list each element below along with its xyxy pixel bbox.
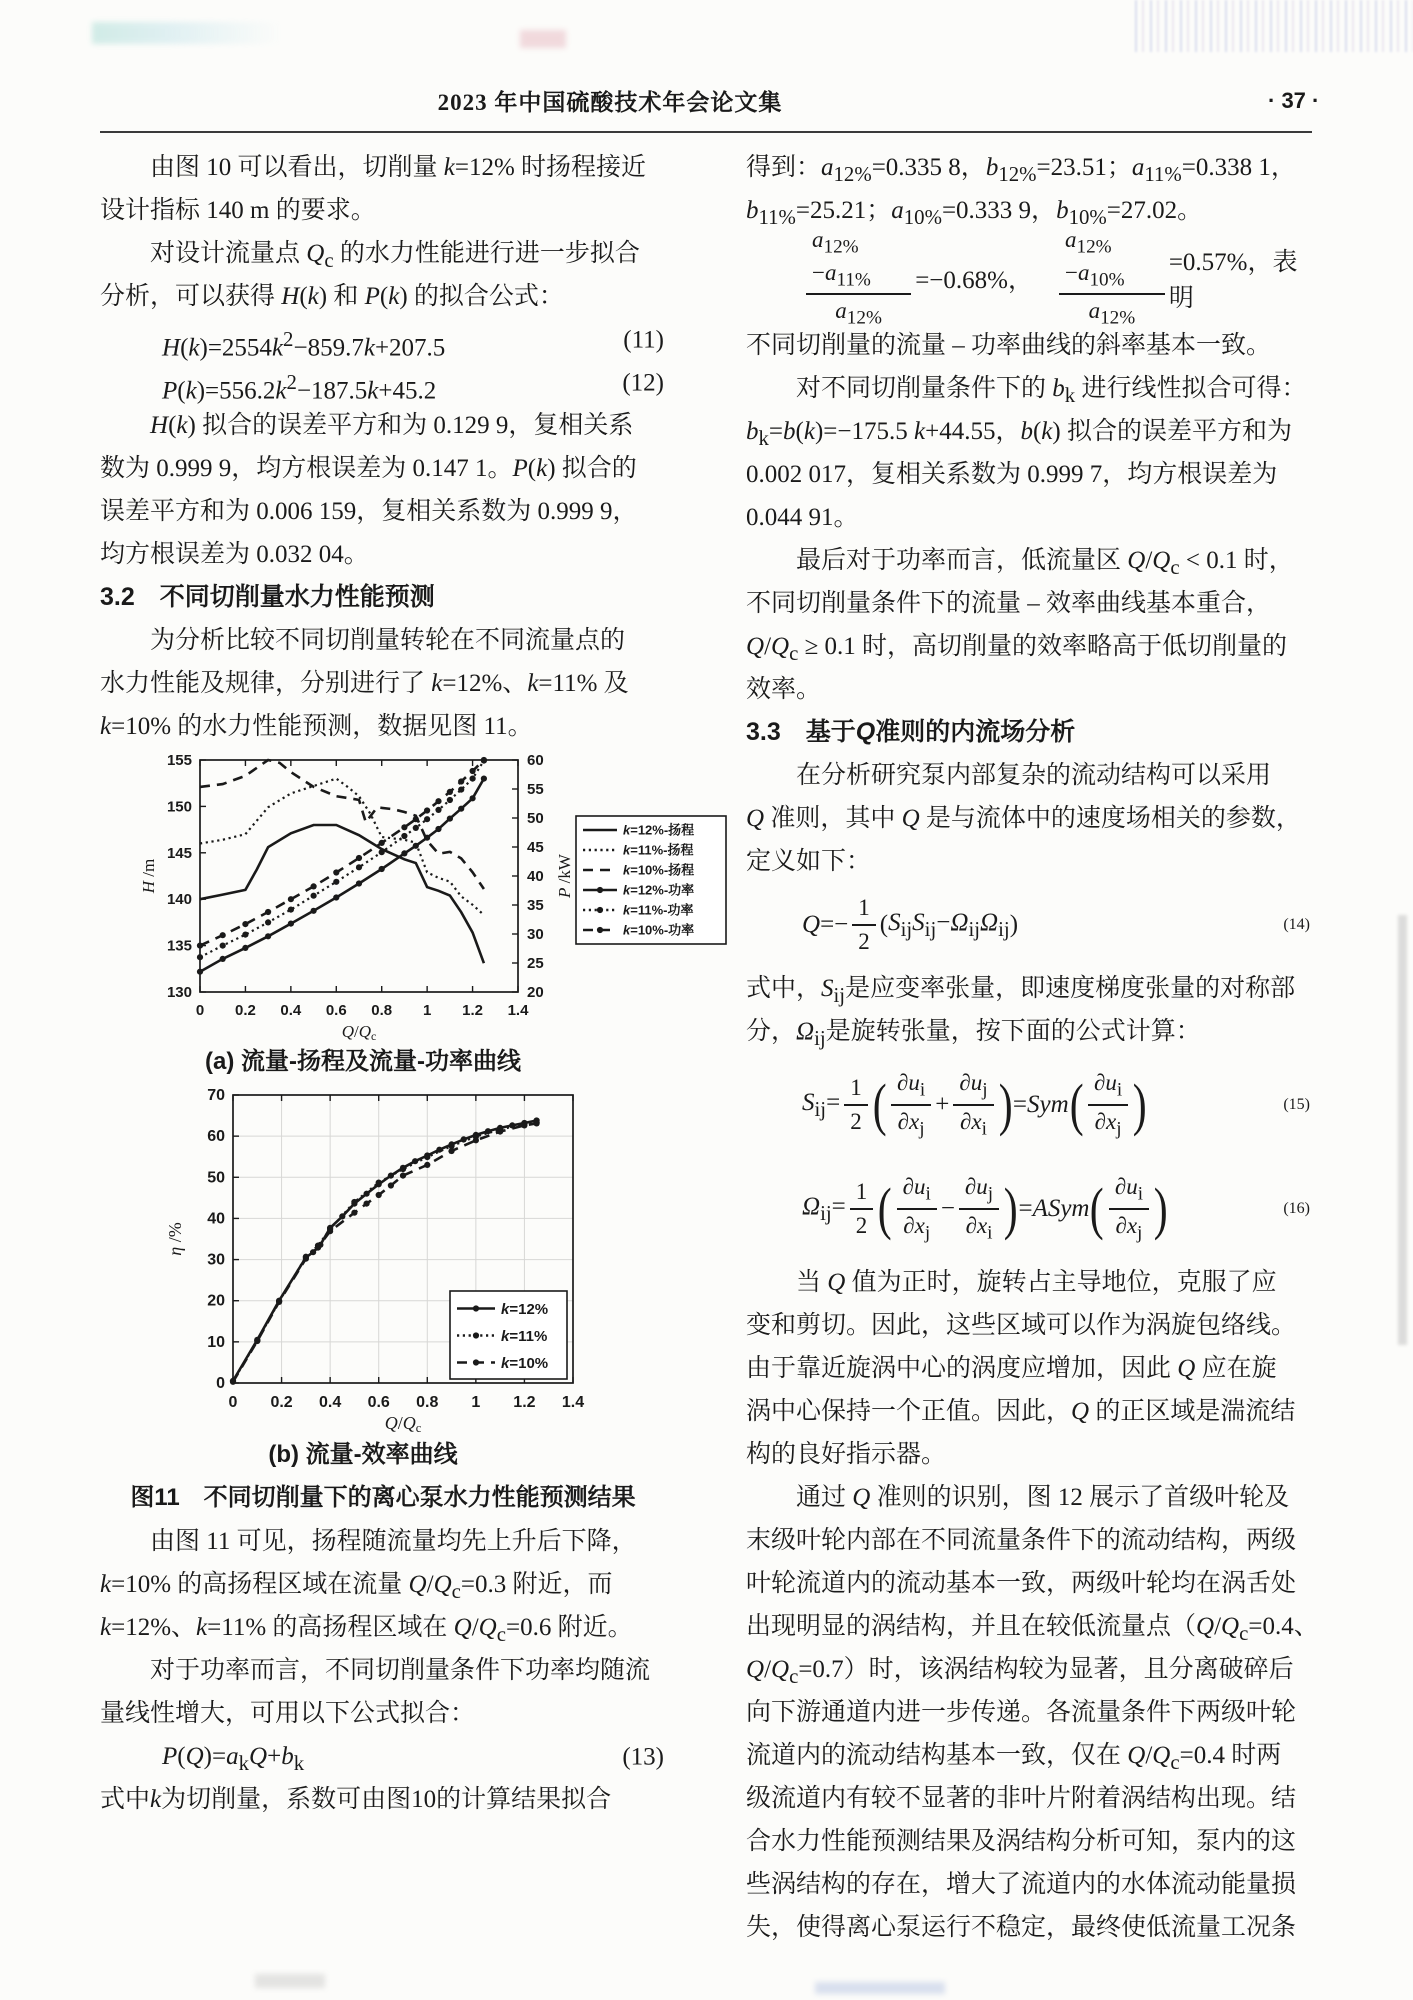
svg-text:0: 0 (195, 1002, 205, 1019)
text-line: 0.044 91。 (746, 504, 859, 531)
text-line: 通过 Q 准则的识别，图 12 展示了首级叶轮及 (796, 1484, 1290, 1511)
fraction: $\frac{\partial u_j}{\partial x_i}$ (953, 1069, 993, 1141)
svg-text:60: 60 (207, 1128, 225, 1146)
svg-text:70: 70 (207, 1087, 225, 1104)
svg-text:155: 155 (166, 752, 192, 769)
equation-number: (13) (622, 1743, 664, 1770)
equation-15: $S_{ij}=$ $\frac{1}{2}$ ( $\frac{\partial u_i}{\partial x_j}$ + $\frac{\partial u_j}{\partial x_i}$ ) =Sym ( $\frac{\partial u_i}{\partial x_j}$ ) (15) (802, 1070, 1310, 1140)
svg-text:0.4: 0.4 (280, 1002, 302, 1019)
scan-artifact (815, 1982, 945, 1994)
y-axis-label-right: P /kW (555, 854, 574, 898)
text-line: $b_k=b(k)=-175.5$ k+44.55，b(k) 拟合的误差平方和为 (746, 418, 1292, 450)
text-line: 均方根误差为 0.032 04。 (100, 541, 369, 568)
text-line: 数为 0.999 9，均方根误差为 0.147 1。P(k) 拟合的 (100, 455, 637, 482)
svg-text:k=12%-扬程: k=12%-扬程 (623, 822, 695, 838)
scan-artifact (92, 22, 282, 44)
chart-flow-efficiency (128, 1083, 688, 1433)
right-text-block-1 (746, 146, 1312, 232)
svg-text:20: 20 (207, 1292, 225, 1310)
svg-text:k=11%-扬程: k=11%-扬程 (623, 842, 694, 858)
text-line: 对不同切削量条件下的 $b_k$ 进行线性拟合可得： (796, 375, 1307, 407)
svg-text:k=10%: k=10% (501, 1354, 549, 1372)
text-line: 由图 10 可以看出，切削量 k=12% 时扬程接近 (150, 154, 647, 181)
svg-text:30: 30 (527, 926, 544, 943)
text-line: k=10% 的水力性能预测，数据见图 11。 (100, 713, 533, 740)
text-line: 变和剪切。因此，这些区域可以作为涡旋包络线。 (746, 1312, 1297, 1339)
series-4 (197, 758, 487, 961)
fraction: $\frac{\partial u_j}{\partial x_i}$ (959, 1173, 999, 1245)
x-axis-label: Q/Qc (384, 1413, 422, 1433)
text-line: 在分析研究泵内部复杂的流动结构可以采用 (796, 762, 1272, 789)
page-number: · 37 · (1268, 88, 1320, 113)
svg-text:60: 60 (527, 752, 544, 769)
text-line: 由图 11 可见，扬程随流量均先上升后下降， (150, 1528, 637, 1555)
text-line: k=10% 的高扬程区域在流量 $Q/Q_c=0.3$ 附近，而 (100, 1571, 613, 1603)
equation-line: $P(Q)=a_kQ+b_k$ (13) (100, 1735, 666, 1778)
journal-title: 2023 年中国硫酸技术年会论文集 (437, 90, 783, 115)
svg-text:25: 25 (527, 955, 544, 972)
svg-text:45: 45 (527, 839, 544, 856)
text-line: 误差平方和为 0.006 159，复相关系数为 0.999 9， (100, 498, 638, 525)
svg-text:0.2: 0.2 (234, 1002, 256, 1019)
fraction: $\frac{1}{2}$ (852, 894, 876, 956)
right-text-block-4 (746, 1261, 1319, 1949)
fraction: $\frac{a_{12\%}-a_{10\%}}{a_{12\%}}$ (1059, 226, 1165, 331)
svg-text:145: 145 (166, 844, 192, 862)
y-axis-label-left: H /m (139, 858, 158, 894)
scan-artifact (1135, 0, 1413, 52)
svg-text:k=10%-扬程: k=10%-扬程 (623, 862, 695, 878)
svg-text:10: 10 (207, 1333, 225, 1351)
text-line: 对于功率而言，不同切削量条件下功率均随流 (150, 1657, 651, 1684)
equation-number: (12) (622, 369, 664, 396)
text-line: 构的良好指示器。 (746, 1441, 947, 1468)
svg-text:k=11%: k=11% (501, 1327, 548, 1345)
left-text-block-1 (100, 146, 666, 748)
right-text-block-2 (746, 324, 1312, 883)
equation-16: $\Omega_{ij}=$ $\frac{1}{2}$ ( $\frac{\partial u_i}{\partial x_j}$ − $\frac{\partial u_j}{\partial x_i}$ ) =ASym ( $\frac{\partial u_i}{\partial x_j}$ ) (16) (802, 1174, 1310, 1244)
svg-text:20: 20 (527, 984, 544, 1001)
axis-ticks (200, 760, 518, 992)
fraction: $\frac{\partial u_i}{\partial x_j}$ (1088, 1069, 1128, 1141)
fraction: $\frac{1}{2}$ (850, 1178, 874, 1240)
equation-number: (16) (1283, 1200, 1310, 1217)
svg-text:140: 140 (166, 891, 192, 909)
text-line: 向下游通道内进一步传递。各流量条件下两级叶轮 (746, 1699, 1297, 1726)
equation-14: Q=− $\frac{1}{2}$ ( $S_{ij}S_{ij}-\Omega_{ij}\Omega_{ij}$ ) (14) (746, 883, 1312, 967)
equation-line: $H(k)=2554k^2-859.7k+207.5$ (11) (100, 318, 666, 361)
chart-flow-head-power (128, 748, 728, 1040)
text-line: k=12%、k=11% 的高扬程区域在 $Q/Q_c=0.6$ 附近。 (100, 1614, 633, 1646)
scan-artifact (1398, 915, 1407, 1345)
text-line: 当 Q 值为正时，旋转占主导地位，克服了应 (796, 1269, 1277, 1296)
svg-text:55: 55 (527, 781, 544, 798)
svg-text:0: 0 (216, 1375, 225, 1392)
svg-text:0.6: 0.6 (367, 1394, 390, 1411)
text-line: 量线性增大，可用以下公式拟合： (100, 1700, 476, 1727)
svg-text:50: 50 (527, 810, 544, 827)
equation-number: (11) (623, 326, 664, 353)
right-text-block-3 (746, 967, 1312, 1053)
svg-text:k=11%-功率: k=11%-功率 (623, 902, 694, 918)
svg-text:50: 50 (207, 1169, 225, 1187)
ratio-equation: $\frac{a_{12\%}-a_{11\%}}{a_{12\%}}$ =−0.68%， $\frac{a_{12\%}-a_{10\%}}{a_{12\%}}$ =0.57%，表 明 (746, 232, 1312, 324)
y-axis-label-left: η /% (165, 1222, 185, 1256)
text-line: 水力性能及规律，分别进行了 k=12%、k=11% 及 (100, 670, 629, 697)
scan-artifact (520, 30, 566, 48)
fraction: $\frac{\partial u_i}{\partial x_j}$ (1109, 1173, 1149, 1245)
svg-text:0.8: 0.8 (416, 1394, 439, 1411)
text-line: 为分析比较不同切削量转轮在不同流量点的 (150, 627, 626, 654)
left-column (100, 146, 695, 1821)
chart-legend (576, 816, 726, 944)
svg-text:0.6: 0.6 (325, 1002, 347, 1019)
text-line: 不同切削量的流量 – 功率曲线的斜率基本一致。 (746, 332, 1272, 359)
text-line: 由于靠近旋涡中心的涡度应增加，因此 Q 应在旋 (746, 1355, 1277, 1382)
svg-text:135: 135 (166, 937, 192, 955)
text-line: 效率。 (746, 676, 822, 703)
caption-chart-a: (a) 流量-扬程及流量-功率曲线 (205, 1048, 521, 1075)
svg-text:k=12%-功率: k=12%-功率 (623, 882, 695, 898)
text-line: 对设计流量点 $Q_c$ 的水力性能进行进一步拟合 (150, 240, 640, 272)
svg-text:30: 30 (207, 1251, 225, 1269)
svg-text:1: 1 (471, 1394, 481, 1411)
svg-text:0.2: 0.2 (270, 1394, 293, 1411)
chart-legend (450, 1291, 567, 1379)
svg-text:1.4: 1.4 (507, 1002, 529, 1019)
equation-number: (14) (1283, 916, 1310, 933)
equation-line: $P(k)=556.2k^2-187.5k+45.2$ (12) (100, 361, 666, 404)
svg-text:40: 40 (527, 868, 544, 885)
text-line: 些涡结构的存在，增大了流道内的水体流动能量损 (746, 1871, 1297, 1898)
svg-text:1: 1 (422, 1002, 432, 1019)
figure-11a (128, 748, 695, 1083)
svg-text:k=12%: k=12% (501, 1300, 549, 1318)
svg-text:0: 0 (228, 1394, 238, 1411)
right-column (746, 146, 1319, 1949)
text-line: 出现明显的涡结构，并且在较低流量点（$Q/Q_c=0.4$、 (746, 1613, 1319, 1645)
text-line: 设计指标 140 m 的要求。 (100, 197, 376, 224)
text-line: 分，$\Omega_{ij}$是旋转张量，按下面的公式计算： (746, 1018, 1201, 1050)
left-text-block-2 (100, 1520, 666, 1821)
fraction: $\frac{\partial u_i}{\partial x_j}$ (897, 1173, 937, 1245)
fraction: $\frac{\partial u_i}{\partial x_j}$ (891, 1069, 931, 1141)
text-line: 式中k为切削量，系数可由图10的计算结果拟合 (100, 1786, 612, 1813)
svg-text:k=10%-功率: k=10%-功率 (623, 922, 695, 938)
header-rule (100, 131, 1312, 133)
section-heading: 3.3 基于Q准则的内流场分析 (746, 718, 1076, 746)
text-line: 叶轮流道内的流动基本一致，两级叶轮均在涡舌处 (746, 1570, 1297, 1597)
series-3 (197, 776, 487, 975)
x-axis-label: Q/Qc (341, 1022, 377, 1040)
text-line: 最后对于功率而言，低流量区 $Q/Q_c < 0.1$ 时， (796, 547, 1294, 579)
svg-text:40: 40 (207, 1210, 225, 1228)
caption-chart-b: (b) 流量-效率曲线 (268, 1441, 458, 1468)
fraction: $\frac{a_{12\%}-a_{11\%}}{a_{12\%}}$ (806, 226, 911, 331)
svg-text:1.2: 1.2 (513, 1394, 536, 1411)
text-line: 失，使得离心泵运行不稳定，最终使低流量工况条 (746, 1914, 1297, 1941)
scan-artifact (255, 1974, 325, 1988)
text-line: $Q/Q_c \ge 0.1$ 时，高切削量的效率略高于低切削量的 (746, 633, 1288, 665)
figure-11b (128, 1083, 666, 1476)
svg-text:130: 130 (166, 984, 192, 1001)
equation-number: (15) (1283, 1096, 1310, 1113)
text-line: 涡中心保持一个正值。因此，Q 的正区域是湍流结 (746, 1398, 1296, 1425)
text-line: 分析，可以获得 H(k) 和 P(k) 的拟合公式： (100, 283, 564, 310)
svg-text:1.2: 1.2 (462, 1002, 484, 1019)
text-line: 式中，$S_{ij}$是应变率张量，即速度梯度张量的对称部 (746, 975, 1296, 1007)
plot-frame (200, 760, 518, 992)
figure-11-caption: 图11 不同切削量下的离心泵水力性能预测结果 (130, 1484, 636, 1511)
text-line: 末级叶轮内部在不同流量条件下的流动结构，两级 (746, 1527, 1297, 1554)
text-line: 定义如下： (746, 848, 872, 875)
text-line: 流道内的流动结构基本一致，仅在 $Q/Q_c=0.4$ 时两 (746, 1742, 1282, 1774)
text-line: 合水力性能预测结果及涡结构分析可知，泵内的这 (746, 1828, 1297, 1855)
svg-text:1.4: 1.4 (561, 1394, 585, 1411)
text-line: 级流道内有较不显著的非叶片附着涡结构出现。结 (746, 1785, 1297, 1812)
svg-text:0.4: 0.4 (319, 1394, 342, 1411)
text-line: 不同切削量条件下的流量 – 效率曲线基本重合， (746, 590, 1272, 617)
text-line: $b_{11\%}=25.21$；$a_{10\%}=0.333$ 9，$b_{10\%}=27.02$。 (746, 197, 1203, 229)
svg-text:0.8: 0.8 (371, 1002, 393, 1019)
text-line: Q 准则，其中 Q 是与流体中的速度场相关的参数， (746, 805, 1301, 832)
text-line: $Q/Q_c=0.7$）时，该涡结构较为显著，且分离破碎后 (746, 1656, 1294, 1688)
text-line: 0.002 017，复相关系数为 0.999 7，均方根误差为 (746, 461, 1278, 488)
svg-text:35: 35 (527, 897, 544, 914)
text-line: 得到：$a_{12\%}=0.335$ 8，$b_{12\%}=23.51$；$a_{11\%}=0.338$ 1， (746, 154, 1296, 186)
text-line: H(k) 拟合的误差平方和为 0.129 9，复相关系 (150, 412, 634, 439)
section-heading: 3.2 不同切削量水力性能预测 (100, 583, 435, 611)
svg-text:150: 150 (166, 798, 192, 816)
fraction: $\frac{1}{2}$ (844, 1074, 868, 1136)
